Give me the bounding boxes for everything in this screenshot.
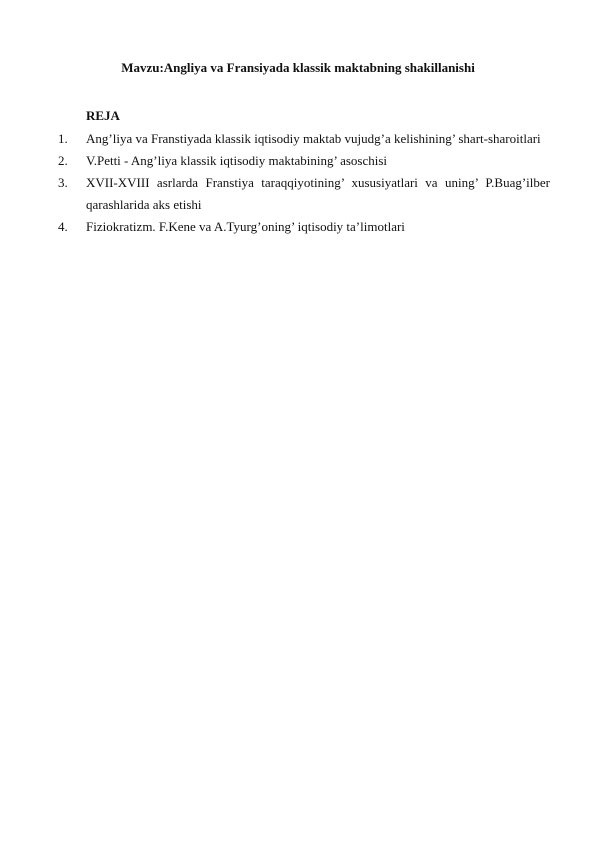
plan-item-number: 2. — [58, 153, 68, 168]
plan-item-3 — [58, 172, 550, 216]
plan-item-2 — [58, 150, 550, 172]
plan-item-text: Fiziokratizm. F.Kene va A.Tyurg’oning’ iqtisodiy ta’limotlari — [86, 219, 405, 234]
plan-item-number: 3. — [58, 175, 68, 190]
plan-item-4 — [58, 216, 550, 238]
plan-list — [58, 128, 550, 238]
plan-heading: REJA — [86, 108, 120, 123]
plan-item-number: 1. — [58, 131, 68, 146]
plan-item-1 — [58, 128, 550, 150]
plan-item-text: V.Petti - Ang’liya klassik iqtisodiy maktabining’ asoschisi — [86, 153, 388, 168]
document-title: Mavzu:Angliya va Fransiyada klassik maktabning shakillanishi — [121, 60, 475, 75]
plan-item-text: XVII-XVIII asrlarda Franstiya taraqqiyotining’ xususiyatlari va uning’ P.Buag’ilber qarashlarida aks etishi — [86, 175, 550, 212]
plan-item-text: Ang’liya va Franstiyada klassik iqtisodiy maktab vujudg’a kelishining’ shart-sharoitlari — [86, 131, 541, 146]
plan-item-number: 4. — [58, 219, 68, 234]
